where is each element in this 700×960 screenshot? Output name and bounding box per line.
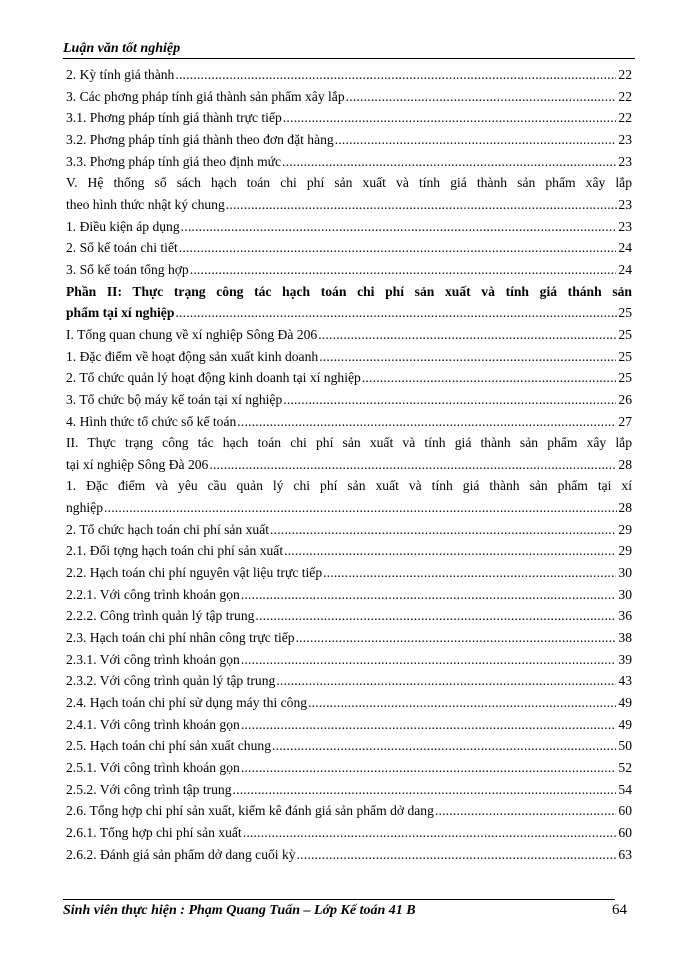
toc-entry-page: 36 (618, 608, 632, 624)
toc-entry-page: 24 (618, 240, 632, 256)
toc-leader-dots (335, 129, 617, 151)
toc-entry[interactable] (66, 432, 632, 475)
toc-entry-page: 23 (618, 218, 632, 234)
toc-entry[interactable] (66, 584, 632, 606)
toc-entry[interactable] (66, 519, 632, 541)
toc-entry[interactable] (66, 411, 632, 433)
toc-entry-label: 3.2. Phơng pháp tính giá thành theo đơn đặt hàng (66, 131, 334, 147)
toc-leader-dots (175, 302, 617, 324)
toc-entry[interactable] (66, 389, 632, 411)
toc-leader-dots (319, 346, 616, 368)
toc-entry-label: 2. Sổ kế toán chi tiết (66, 240, 178, 256)
toc-entry-label: 2.1. Đối tợng hạch toán chi phí sản xuất (66, 543, 284, 559)
toc-entry[interactable] (66, 86, 632, 108)
toc-leader-dots (283, 389, 616, 411)
toc-leader-dots (276, 670, 616, 692)
toc-entry[interactable] (66, 627, 632, 649)
footer-divider (63, 899, 615, 900)
toc-entry-label: 2.2.1. Với công trình khoán gọn (66, 586, 240, 602)
toc-leader-dots (346, 86, 617, 108)
toc-entry-label: 3.3. Phơng pháp tính giá theo định mức (66, 153, 282, 169)
toc-leader-dots (318, 324, 616, 346)
toc-leader-dots (190, 259, 617, 281)
toc-entry[interactable] (66, 800, 632, 822)
toc-entry-page: 29 (618, 521, 632, 537)
toc-leader-dots (209, 454, 617, 476)
toc-entry-label-continued: phẩm tại xí nghiệp (66, 305, 175, 321)
toc-entry-label: 3.1. Phơng pháp tính giá thành trực tiếp (66, 110, 282, 126)
running-header (63, 38, 635, 59)
toc-entry-page: 54 (618, 781, 632, 797)
toc-entry[interactable] (66, 475, 632, 518)
toc-leader-dots (272, 735, 616, 757)
toc-entry-label: 2. Kỳ tính giá thành (66, 67, 175, 82)
toc-entry-label: 1. Đặc điểm về hoạt động sản xuất kinh doanh (66, 348, 319, 364)
toc-entry[interactable] (66, 757, 632, 779)
page-number: 64 (612, 902, 627, 918)
toc-entry[interactable] (66, 216, 632, 238)
header-title: Luận văn tốt nghiệp (63, 41, 181, 56)
toc-entry-page: 23 (618, 196, 632, 212)
toc-entry-label: 2. Tổ chức quản lý hoạt động kinh doanh tại xí nghiệp (66, 370, 361, 386)
toc-entry[interactable] (66, 151, 632, 173)
toc-entry-page: 22 (618, 110, 632, 126)
toc-entry-page: 38 (618, 630, 632, 646)
toc-entry-page: 25 (618, 305, 632, 321)
toc-leader-dots (179, 237, 617, 259)
toc-entry[interactable] (66, 540, 632, 562)
toc-entry-label: 2.3.2. Với công trình quản lý tập trung (66, 673, 276, 689)
toc-leader-dots (104, 497, 617, 519)
toc-entry[interactable] (66, 670, 632, 692)
table-of-contents (66, 64, 632, 865)
toc-leader-dots (270, 519, 616, 541)
toc-entry[interactable] (66, 779, 632, 801)
toc-entry-page: 27 (618, 413, 632, 429)
toc-entry-label: 2.5.1. Với công trình khoán gọn (66, 760, 240, 775)
toc-entry-label: 2.4. Hạch toán chi phí sử dụng máy thi công (66, 695, 308, 711)
toc-leader-dots (297, 844, 617, 866)
toc-leader-dots (241, 757, 617, 779)
toc-leader-dots (233, 779, 617, 801)
toc-entry-page: 28 (618, 500, 632, 516)
toc-leader-dots (255, 605, 616, 627)
toc-entry[interactable] (66, 346, 632, 368)
toc-entry-page: 29 (618, 543, 632, 559)
toc-entry-page: 24 (618, 261, 632, 277)
toc-entry-label: 3. Các phơng pháp tính giá thành sản phẩm xây lắp (66, 88, 345, 104)
toc-entry-label: 1. Điều kiện áp dụng (66, 218, 180, 234)
toc-entry-page: 28 (618, 456, 632, 472)
toc-entry-label: 2.6.1. Tổng hợp chi phí sản xuất (66, 824, 242, 840)
toc-entry-label: 2.3. Hạch toán chi phí nhân công trực tiếp (66, 630, 295, 646)
toc-entry-label: 2.4.1. Với công trình khoán gọn (66, 716, 240, 732)
toc-entry-label: 3. Sổ kế toán tổng hợp (66, 261, 189, 277)
toc-entry[interactable] (66, 237, 632, 259)
toc-leader-dots (323, 562, 616, 584)
toc-leader-dots (241, 649, 617, 671)
toc-entry[interactable] (66, 692, 632, 714)
toc-entry-label: 2.5. Hạch toán chi phí sản xuất chung (66, 738, 271, 754)
toc-entry-label: 2.6.2. Đánh giá sản phẩm dở dang cuối kỳ (66, 846, 296, 862)
toc-entry[interactable] (66, 562, 632, 584)
toc-entry-label: 2. Tổ chức hạch toán chi phí sản xuất (66, 521, 270, 537)
toc-entry-label: Phần II: Thực trạng công tác hạch toán chi phí sản xuất và tính giá thánh sản (66, 283, 632, 299)
toc-entry-page: 25 (618, 370, 632, 386)
toc-entry-page: 22 (618, 67, 632, 82)
toc-leader-dots (308, 692, 616, 714)
toc-entry-page: 49 (618, 716, 632, 732)
toc-leader-dots (241, 714, 617, 736)
toc-entry-page: 25 (618, 348, 632, 364)
toc-leader-dots (175, 64, 616, 86)
toc-entry-page: 52 (618, 760, 632, 775)
toc-entry[interactable] (66, 605, 632, 627)
toc-entry[interactable] (66, 367, 632, 389)
toc-entry-label-continued: tại xí nghiệp Sông Đà 206 (66, 456, 209, 472)
toc-leader-dots (283, 107, 617, 129)
toc-leader-dots (362, 367, 617, 389)
toc-entry-page: 30 (618, 586, 632, 602)
toc-entry[interactable] (66, 844, 632, 866)
toc-leader-dots (296, 627, 617, 649)
toc-entry[interactable] (66, 259, 632, 281)
toc-entry-label: 3. Tổ chức bộ máy kế toán tại xí nghiệp (66, 391, 283, 407)
toc-entry-label-continued: theo hình thức nhật ký chung (66, 196, 225, 212)
toc-entry-page: 50 (618, 738, 632, 754)
toc-entry-page: 49 (618, 695, 632, 711)
toc-leader-dots (181, 216, 617, 238)
toc-entry-label: II. Thực trạng công tác hạch toán chi phí sản xuất và tính giá thành sản phẩm xây lắp (66, 435, 632, 451)
toc-entry-page: 26 (618, 391, 632, 407)
toc-entry-label: 2.2. Hạch toán chi phí nguyên vật liệu trực tiếp (66, 565, 323, 581)
toc-entry-label: 2.6. Tổng hợp chi phí sản xuất, kiểm kê đánh giá sản phẩm dở dang (66, 803, 434, 819)
toc-entry-label: 2.5.2. Với công trình tập trung (66, 781, 232, 797)
toc-entry-page: 60 (618, 824, 632, 840)
toc-leader-dots (243, 822, 617, 844)
toc-leader-dots (241, 584, 617, 606)
toc-entry-page: 63 (618, 846, 632, 862)
toc-entry[interactable] (66, 107, 632, 129)
toc-entry-part-heading[interactable] (66, 281, 632, 324)
toc-entry[interactable] (66, 649, 632, 671)
toc-entry-page: 60 (618, 803, 632, 819)
footer-author: Sinh viên thực hiện : Phạm Quang Tuấn – Lớp Kế toán 41 B (63, 903, 416, 918)
toc-entry-page: 25 (618, 326, 632, 342)
toc-entry-label: I. Tổng quan chung về xí nghiệp Sông Đà 206 (66, 326, 318, 342)
toc-entry-page: 22 (618, 88, 632, 104)
toc-leader-dots (435, 800, 617, 822)
toc-entry-page: 30 (618, 565, 632, 581)
toc-leader-dots (226, 194, 618, 216)
toc-leader-dots (282, 151, 616, 173)
toc-entry[interactable] (66, 735, 632, 757)
toc-entry-page: 23 (618, 153, 632, 169)
toc-entry[interactable] (66, 714, 632, 736)
toc-entry-label: 2.2.2. Công trình quản lý tập trung (66, 608, 255, 624)
toc-entry[interactable] (66, 129, 632, 151)
toc-entry[interactable] (66, 172, 632, 215)
toc-entry-page: 43 (618, 673, 632, 689)
toc-entry-label: 2.3.1. Với công trình khoán gọn (66, 651, 240, 667)
toc-entry-page: 39 (618, 651, 632, 667)
toc-entry-label: 1. Đặc điểm và yêu cầu quản lý chi phí sản xuất và tính giá thành sản phẩm tại xí (66, 478, 632, 494)
toc-leader-dots (237, 411, 616, 433)
toc-entry[interactable] (66, 324, 632, 346)
toc-entry[interactable] (66, 822, 632, 844)
toc-entry[interactable] (66, 64, 632, 86)
toc-entry-label-continued: nghiệp (66, 500, 103, 516)
toc-entry-page: 23 (618, 131, 632, 147)
toc-entry-label: 4. Hình thức tổ chức sổ kế toán (66, 413, 237, 429)
running-footer (63, 899, 635, 921)
toc-entry-label: V. Hệ thống sổ sách hạch toán chi phí sản xuất và tính giá thành sản phẩm xây lắp (66, 175, 632, 191)
toc-leader-dots (284, 540, 616, 562)
